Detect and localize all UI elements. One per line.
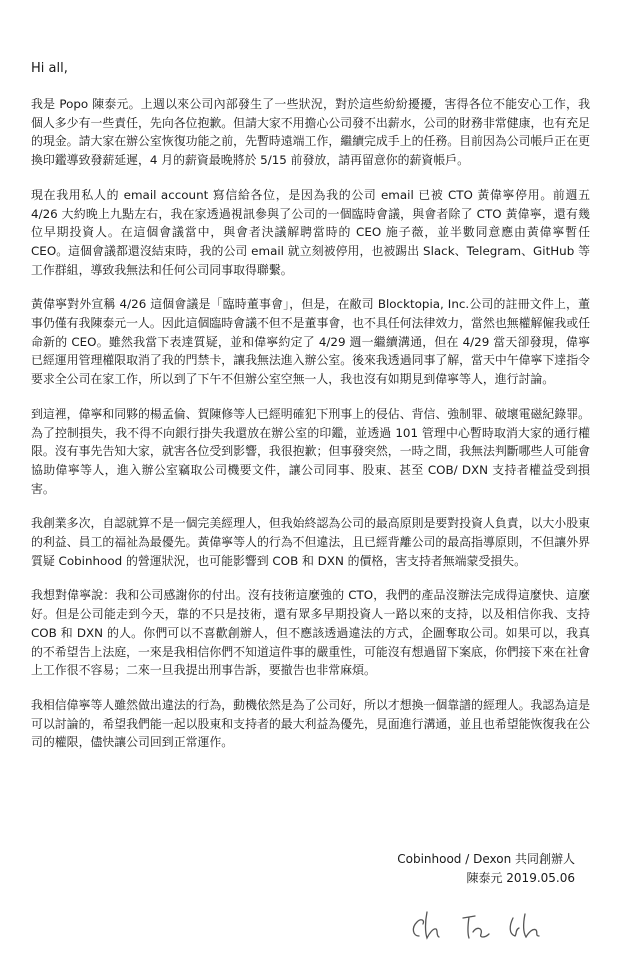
signer-name-date: 陳泰元 2019.05.06 bbox=[466, 871, 575, 885]
letter-greeting: Hi all, bbox=[31, 61, 68, 76]
letter-closing bbox=[397, 850, 575, 888]
paragraph-7: 我相信偉寧等人雖然做出違法的行為，動機依然是為了公司好，所以才想換一個靠譜的經理人。我認為這是可以討論的，希望我們能一起以股東和支持者的最大利益為優先，見面進行溝通，並且也希望能恢復我在公司的權限，儘快讓公司回到正常運作。 bbox=[31, 697, 590, 750]
paragraph-5: 我創業多次，自認就算不是一個完美經理人，但我始終認為公司的最高原則是要對投資人負責，以大小股東的利益、員工的福祉為最優先。黃偉寧等人的行為不但違法，且已經背離公司的最高指導原則，不但讓外界質疑 Cobinhood 的營運狀況，也可能影響到 COB 和 DXN 的價格，害支持者無端蒙受損失。 bbox=[31, 516, 590, 568]
handwritten-signature bbox=[405, 906, 565, 948]
paragraph-1: 我是 Popo 陳泰元。上週以來公司內部發生了一些狀況，對於這些紛紛擾擾，害得各位不能安心工作，我個人多少有一些責任，先向各位抱歉。但請大家不用擔心公司發不出薪水，公司的財務非常健康，也有充足的現金。請大家在辦公室恢復功能之前，先暫時遠端工作，繼續完成手上的任務。目前因為公司帳戶正在更換印鑑導致發薪延遲，4 月的薪資最晚將於 5/15 前發放，請再留意你的薪資帳戶。 bbox=[31, 97, 590, 168]
paragraph-4: 到這裡，偉寧和同夥的楊孟倫、賀陳修等人已經明確犯下刑事上的侵佔、背信、強制罪、破壞電磁紀錄罪。為了控制損失，我不得不向銀行掛失我還放在辦公室的印鑑，並透過 101 管理中心暫時取消大家的通行權限。沒有事先告知大家，就害各位受到影響，我很抱歉；但事發突然，一時之間，我無法判斷哪些人可能會協助偉寧等人，進入辦公室竊取公司機要文件，讓公司同事、股東、甚至 COB/ DXN 支持者權益受到損害。 bbox=[31, 406, 590, 496]
paragraph-3: 黃偉寧對外宣稱 4/26 這個會議是「臨時董事會」，但是，在敝司 Blocktopia, Inc.公司的註冊文件上，董事仍僅有我陳泰元一人。因此這個臨時會議不但不是董事會，也不具任何法律效力，當然也無權解僱我或任命新的 CEO。雖然我當下表達質疑，並和偉寧約定了 4/29 週一繼續溝通，但在 4/29 當天卻發現，偉寧已經運用管理權限取消了我的門禁卡，讓我無法進入辦公室。後來我透過同事了解，當天中午偉寧下達指令要求全公司在家工作，所以到了下午不但辦公室空無一人，我也沒有如期見到偉寧等人，進行討論。 bbox=[31, 297, 590, 387]
signer-title: Cobinhood / Dexon 共同創辦人 bbox=[397, 852, 575, 866]
paragraph-2: 現在我用私人的 email account 寫信給各位，是因為我的公司 email 已被 CTO 黃偉寧停用。前週五 4/26 大約晚上九點左右，我在家透過視訊參與了公司的一個臨時會議，與會者除了 CTO 黃偉寧，還有幾位早期投資人。在這個會議當中，與會者決議解聘當時的 CEO 施子薇，並半數同意應由黃偉寧暫任 CEO。這個會議都還沒結束時，我的公司 email 就立刻被停用，也被踢出 Slack、Telegram、GitHub 等工作群組，導致我無法和任何公司同事取得聯繫。 bbox=[31, 187, 590, 277]
paragraph-6: 我想對偉寧說：我和公司感謝你的付出。沒有技術這麼強的 CTO，我們的產品沒辦法完成得這麼快、這麼好。但是公司能走到今天，靠的不只是技術，還有眾多早期投資人一路以來的支持，以及相信你我、支持 COB 和 DXN 的人。你們可以不喜歡創辦人，但不應該透過違法的方式，企圖奪取公司。如果可以，我真的不希望告上法庭，一來是我相信你們不知道這件事的嚴重性，可能沒有想過留下案底，你們接下來在社會上工作很不容易；二來一旦我提出刑事告訴，要撤告也非常麻煩。 bbox=[31, 588, 590, 678]
